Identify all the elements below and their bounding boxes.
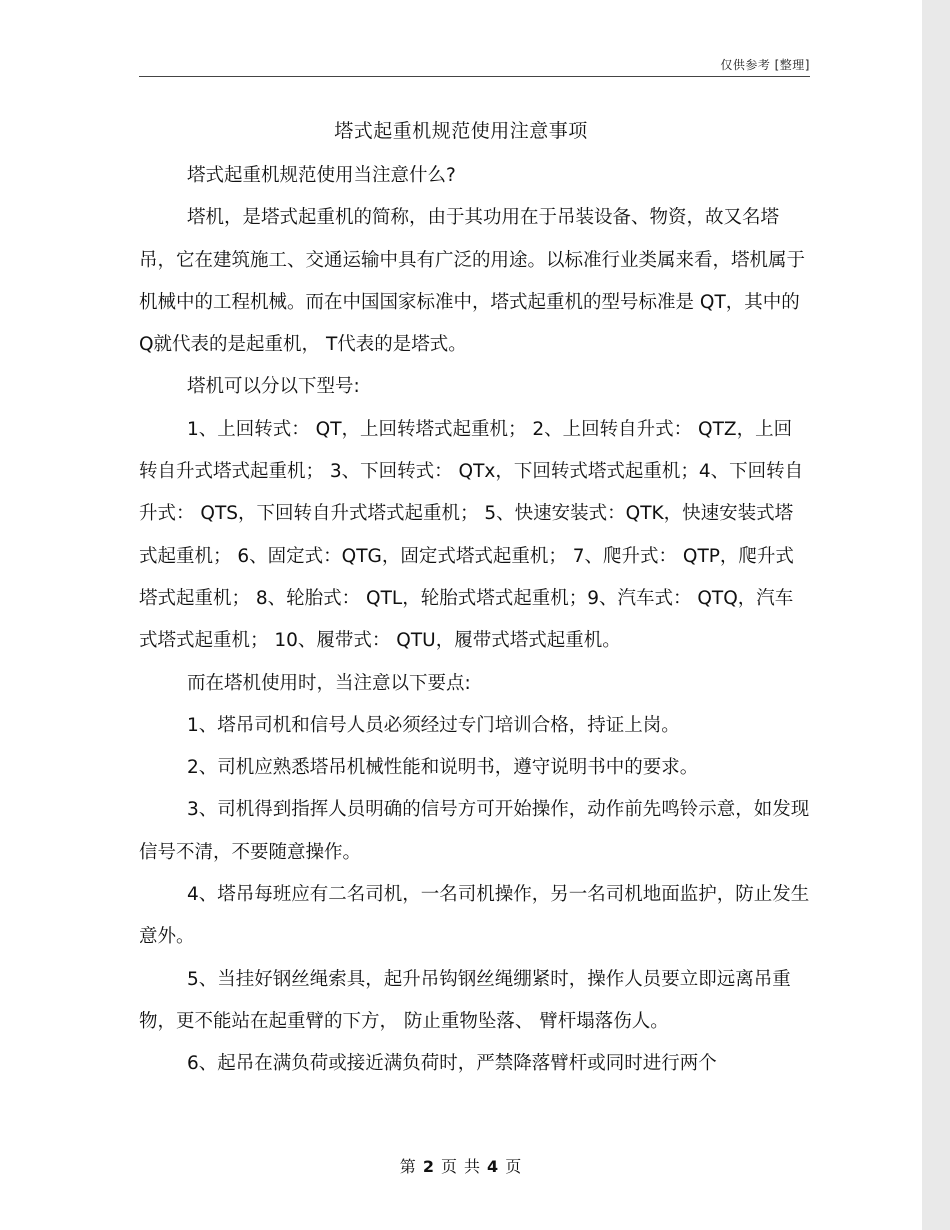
paragraph: 1、上回转式： QT，上回转塔式起重机； 2、上回转自升式： QTZ，上回转自升式塔式起重机； 3、下回转式： QTx，下回转式塔式起重机；4、下回转自升式： QTS，下回转自升式塔式起重机； 5、快速安装式：QTK，快速安装式塔式起重机； 6、固定式：QTG，固定式塔式起重机； 7、爬升式： QTP，爬升式塔式起重机； 8、轮胎式： QTL，轮胎式塔式起重机；9、汽车式： QTQ，汽车式塔式起重机； 10、履带式： QTU，履带式塔式起重机。: [139, 418, 804, 652]
paragraph: 6、起吊在满负荷或接近满负荷时，严禁降落臂杆或同时进行两个: [187, 1053, 717, 1075]
header-divider: [139, 76, 810, 77]
document-body: [139, 155, 810, 1086]
paragraph: 3、司机得到指挥人员明确的信号方可开始操作，动作前先鸣铃示意，如发现信号不清，不要随意操作。: [139, 799, 810, 863]
current-page-number: 2: [422, 1157, 435, 1176]
paragraph: 塔机可以分以下型号:: [187, 376, 360, 398]
footer-prefix: 第: [399, 1157, 417, 1176]
footer-suffix: 页: [505, 1157, 523, 1176]
paragraph: 2、司机应熟悉塔吊机械性能和说明书，遵守说明书中的要求。: [187, 757, 699, 779]
paragraph: 1、塔吊司机和信号人员必须经过专门培训合格，持证上岗。: [187, 714, 680, 736]
viewer-gutter: [922, 0, 950, 1230]
total-page-count: 4: [487, 1157, 500, 1176]
footer-middle: 页 共: [440, 1157, 482, 1176]
paragraph: 塔机，是塔式起重机的简称，由于其功用在于吊装设备、物资，故又名塔吊，它在建筑施工、交通运输中具有广泛的用途。以标准行业类属来看，塔机属于机械中的工程机械。而在中国国家标准中，塔式起重机的型号标准是 QT，其中的 Q就代表的是起重机， T代表的是塔式。: [139, 207, 806, 356]
paragraph: 5、当挂好钢丝绳索具，起升吊钩钢丝绳绷紧时，操作人员要立即远离吊重物，更不能站在起重臂的下方， 防止重物坠落、 臂杆塌落伤人。: [139, 968, 791, 1032]
paragraph: 塔式起重机规范使用当注意什么?: [187, 165, 456, 186]
paragraph: 而在塔机使用时，当注意以下要点:: [187, 672, 471, 694]
document-title: 塔式起重机规范使用注意事项: [334, 120, 588, 142]
paragraph: 4、塔吊每班应有二名司机，一名司机操作，另一名司机地面监护，防止发生意外。: [139, 884, 810, 948]
page-footer: [0, 1154, 922, 1177]
header-label: 仅供参考 [整理]: [720, 58, 810, 72]
